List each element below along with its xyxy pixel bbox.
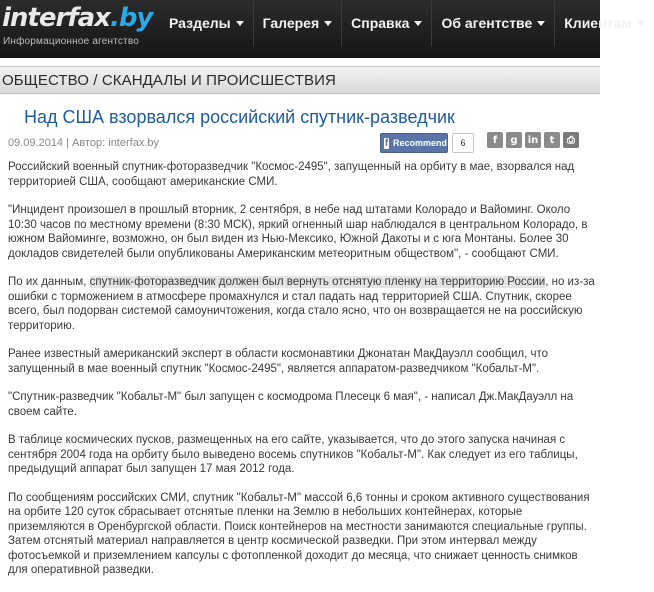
article-title: Над США взорвался российский спутник-разведчик <box>24 107 455 127</box>
article-meta <box>8 137 159 149</box>
nav-item-help[interactable] <box>341 0 431 46</box>
chevron-down-icon <box>537 21 545 26</box>
facebook-icon: f <box>384 137 389 149</box>
article-paragraph: Российский военный спутник-фоторазведчик "Космос-2495", запущенный на орбиту в мае, взорвался над территорией США, сообщают американские СМИ. <box>8 161 575 188</box>
recommend-count: 6 <box>452 133 474 153</box>
section-title[interactable]: ОБЩЕСТВО / СКАНДАЛЫ И ПРОИСШЕСТВИЯ <box>2 72 336 89</box>
site-header <box>0 0 632 58</box>
article-paragraph: "Спутник-разведчик "Кобальт-М" был запущен с космодрома Плесецк 6 мая", - написал Дж.МакДауэлл на своем сайте. <box>8 391 574 418</box>
site-tagline: Информационное агентство <box>3 36 140 47</box>
article-paragraph: По сообщениям российских СМИ, спутник "Кобальт-М" массой 6,6 тонны и сроком активного существования на орбите 120 суток сбрасывает отснятые пленки на Землю в небольших контейнерах, которые приземляются в Оренбургской области. Поиск контейнеров на местности занимаются специальные группы. Затем отснятый материал направляется в центр космической разведки. При этом интервал между фотосъемкой и приземлением капсулы с фотопленкой доходит до месяца, что снижает ценность снимков для оперативной разведки. <box>8 491 590 576</box>
chevron-down-icon <box>236 21 244 26</box>
nav-item-clients[interactable] <box>554 0 653 46</box>
nav-item-sections[interactable] <box>160 0 253 46</box>
nav-item-label: Клиентам <box>564 15 632 31</box>
chevron-down-icon <box>637 21 645 26</box>
paragraph-text: , но из-за ошибки с торможением в атмосфере промахнулся и стал падать над территорией США. Спутник, скорее всего, был подорван системой самоуничтожения, когда стало ясно, что он возвращается не на российскую территорию. <box>8 276 595 332</box>
nav-item-gallery[interactable] <box>253 0 342 46</box>
meta-separator: | <box>66 137 69 149</box>
article-paragraph: В таблице космических пусков, размещенных на его сайте, указывается, что до этого запуска начиная с сентября 2004 года на орбиту было выведено восемь спутников "Кобальт-М". Как следует из его таблицы, предыдущий аппарат был запущен 17 мая 2012 года. <box>8 434 578 475</box>
article-paragraph <box>8 275 596 333</box>
facebook-recommend-button[interactable] <box>380 133 448 153</box>
linkedin-icon[interactable]: in <box>525 132 541 148</box>
nav-item-label: Разделы <box>169 15 231 31</box>
google-plus-icon[interactable]: g <box>506 132 522 148</box>
highlighted-text: спутник-фоторазведчик должен был вернуть отснятую пленку на территорию России <box>89 276 546 288</box>
recommend-label: Recommend <box>392 138 447 148</box>
article-body <box>8 160 596 592</box>
nav-item-label: Об агентстве <box>441 15 533 31</box>
chevron-down-icon <box>414 21 422 26</box>
logo-suffix-text: .by <box>109 3 153 33</box>
logo-main-text: interfax <box>2 3 110 33</box>
share-icons <box>487 132 579 148</box>
facebook-icon[interactable]: f <box>487 132 503 148</box>
section-bar <box>0 66 600 94</box>
article-paragraph: Ранее известный американский эксперт в области космонавтики Джонатан МакДауэлл сообщил, что запущенный в мае военный спутник "Космос-2495", является аппаратом-разведчиком "Кобальт-М". <box>8 348 549 375</box>
site-logo[interactable] <box>2 3 152 33</box>
twitter-icon[interactable]: t <box>544 132 560 148</box>
main-nav <box>160 0 654 46</box>
article-paragraph: "Инцидент произошел в прошлый вторник, 2 сентября, в небе над штатами Колорадо и Вайоминг. Около 10:30 часов по местному времени (8:30 МСК), яркий огненный шар наблюдался в центральном Колорадо, в южном Вайоминге, возможно, он был виден из Нью-Мексико, Южной Дакоты и с юга Монтаны. Более 30 докладов свидетелей были опубликованы Американским метеоритным обществом", - сообщают СМИ. <box>8 204 588 260</box>
paragraph-text: По их данным, <box>8 276 90 288</box>
chevron-down-icon <box>324 21 332 26</box>
print-icon[interactable]: ⎙ <box>563 132 579 148</box>
article-date: 09.09.2014 <box>8 137 64 149</box>
article-author: Автор: interfax.by <box>72 137 159 149</box>
nav-item-about[interactable] <box>431 0 554 46</box>
nav-item-label: Справка <box>351 15 410 31</box>
nav-item-label: Галерея <box>262 15 320 31</box>
